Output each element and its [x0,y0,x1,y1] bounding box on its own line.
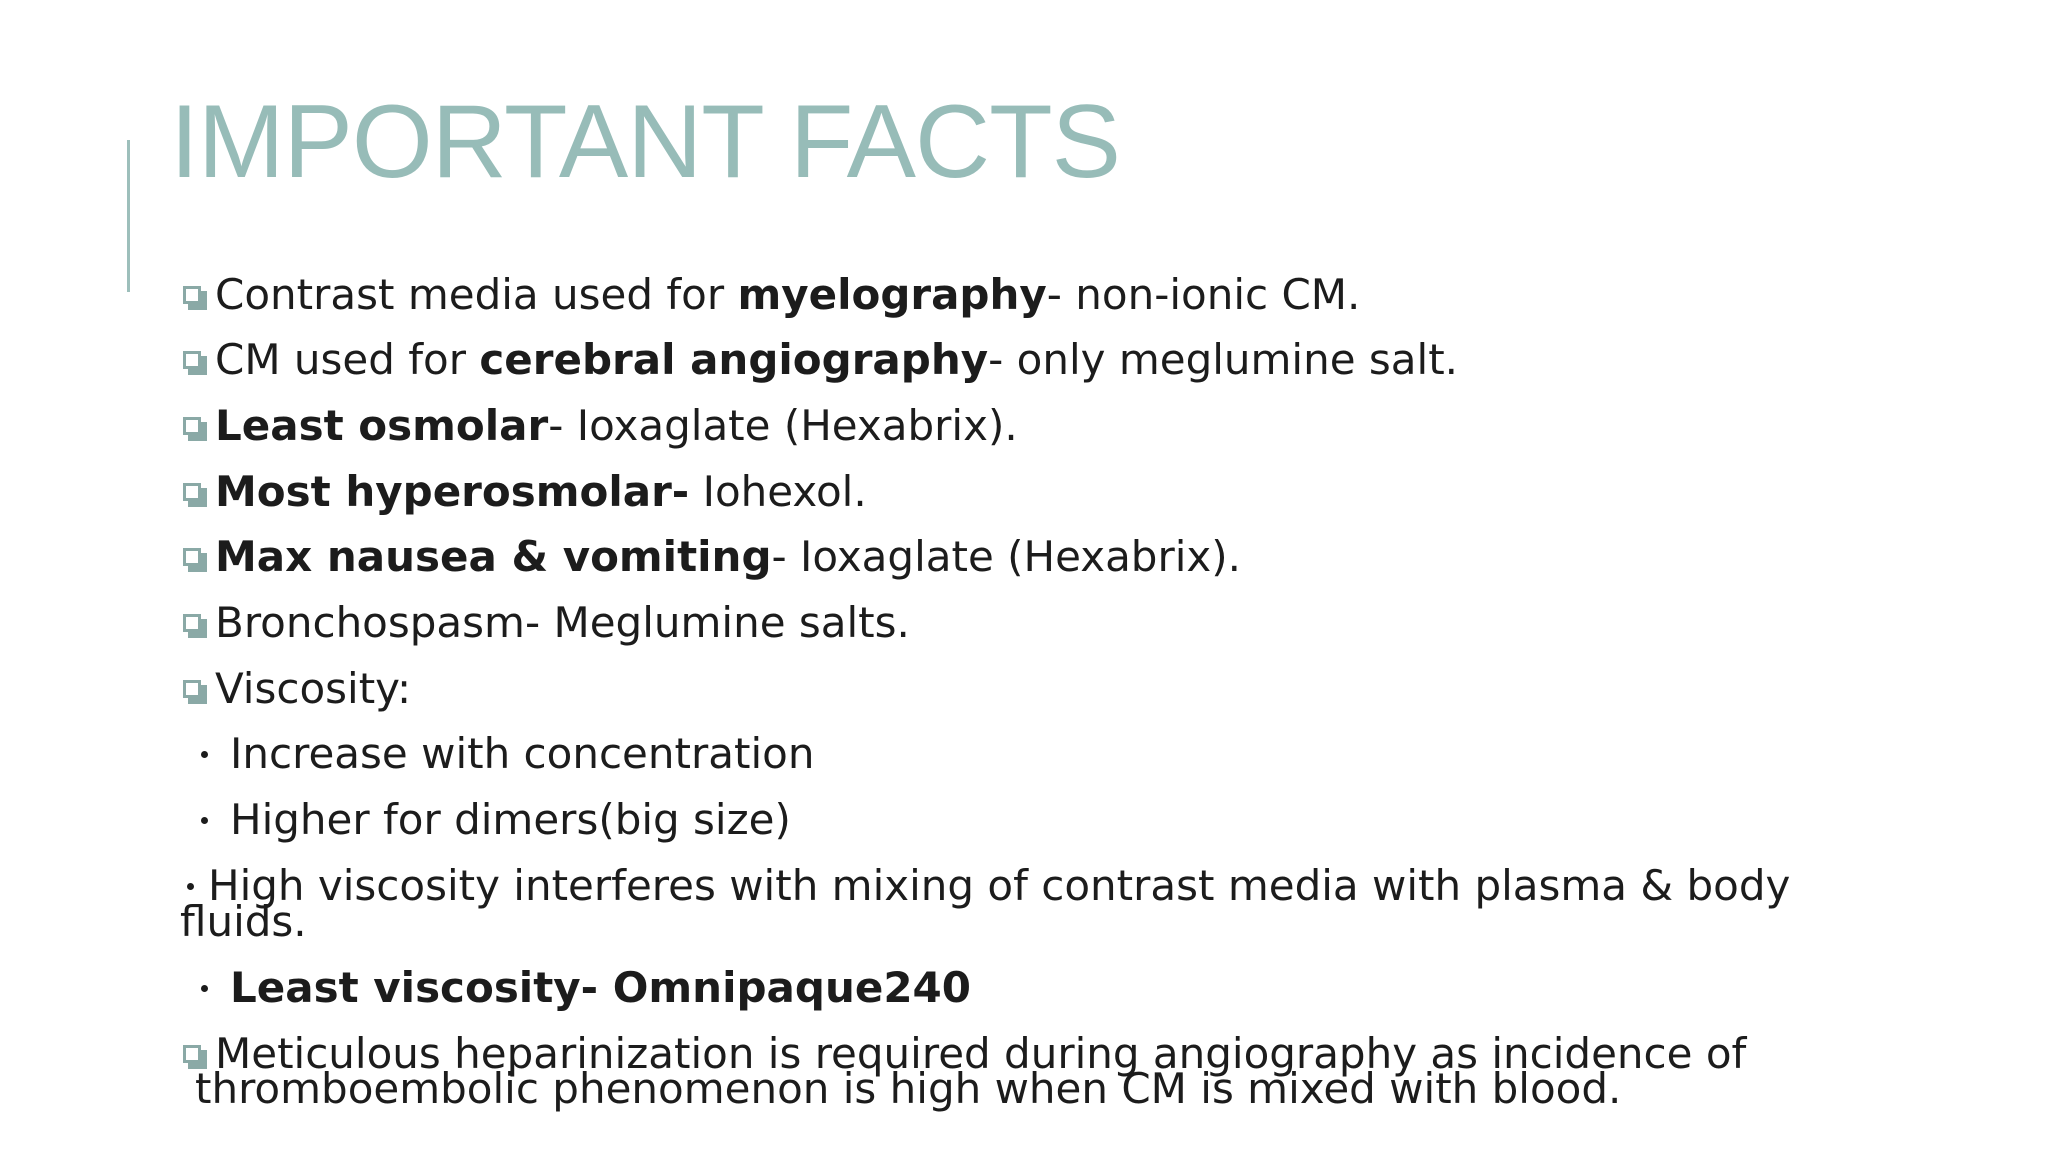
square-bullet-icon [183,286,207,310]
bullet-least-osmolar: Least osmolar- Ioxaglate (Hexabrix). [183,401,1018,451]
dot-bullet-icon [201,817,208,824]
sub-bullet-dimers: Higher for dimers(big size) [201,795,791,845]
dot-bullet-icon [187,883,194,890]
square-bullet-icon [183,680,207,704]
bullet-max-nausea: Max nausea & vomiting- Ioxaglate (Hexabrix). [183,532,1241,582]
square-bullet-icon [183,483,207,507]
square-bullet-icon [183,417,207,441]
dot-bullet-icon [201,985,208,992]
square-bullet-icon [183,548,207,572]
sub-bullet-high-viscosity-continuation: fluids. [180,897,307,946]
bullet-most-hyperosmolar: Most hyperosmolar- Iohexol. [183,467,867,517]
square-bullet-icon [183,351,207,375]
sub-bullet-high-viscosity: High viscosity interferes with mixing of contrast media with plasma & body [187,861,1790,911]
bullet-cerebral-angiography: CM used for cerebral angiography- only meglumine salt. [183,335,1458,385]
bullet-heparinization: Meticulous heparinization is required during angiography as incidence of [183,1029,1746,1079]
bullet-viscosity: Viscosity: [183,664,411,714]
title-accent-bar [127,140,130,292]
slide-title: IMPORTANT FACTS [170,84,1120,200]
bullet-heparinization-continuation: thromboembolic phenomenon is high when CM is mixed with blood. [195,1064,1622,1113]
square-bullet-icon [183,614,207,638]
dot-bullet-icon [201,751,208,758]
bullet-myelography: Contrast media used for myelography- non-ionic CM. [183,270,1360,320]
sub-bullet-concentration: Increase with concentration [201,729,814,779]
sub-bullet-least-viscosity: Least viscosity- Omnipaque240 [201,963,971,1013]
bullet-bronchospasm: Bronchospasm- Meglumine salts. [183,598,910,648]
